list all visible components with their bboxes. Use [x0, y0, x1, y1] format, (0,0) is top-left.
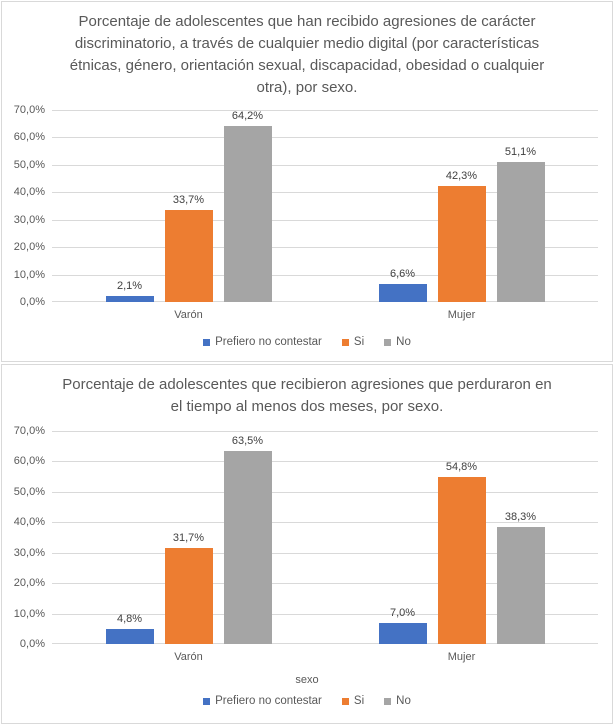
bar-slot: [438, 110, 486, 302]
y-tick-label: 10,0%: [13, 607, 45, 620]
bar-group: [52, 431, 325, 644]
bar-slot: [438, 431, 486, 644]
data-label: 31,7%: [172, 531, 205, 544]
bar: [497, 162, 545, 302]
bar-slot: [106, 431, 154, 644]
chart-discriminatory-aggressions: [1, 1, 613, 362]
y-tick-label: 60,0%: [13, 455, 45, 468]
category-label: Mujer: [447, 309, 476, 321]
y-axis: [12, 425, 52, 650]
legend-marker: [384, 698, 391, 705]
y-tick-label: 40,0%: [13, 186, 45, 199]
legend-label: Prefiero no contestar: [215, 695, 322, 707]
bar-slot: [497, 110, 545, 302]
legend-marker: [203, 698, 210, 705]
x-axis-category-labels: [52, 309, 598, 321]
data-label: 63,5%: [231, 434, 264, 447]
bar-slot: [379, 110, 427, 302]
chart-title: Porcentaje de adolescentes que recibieron agresiones que perduraron en el tiempo al menos dos meses, por sexo.: [62, 376, 552, 415]
data-label: 7,0%: [389, 606, 416, 619]
x-axis-category-labels: [52, 651, 598, 663]
data-label: 51,1%: [504, 145, 537, 158]
data-label: 54,8%: [445, 461, 478, 474]
y-tick-label: 30,0%: [13, 546, 45, 559]
y-axis: [12, 104, 52, 308]
bar: [106, 296, 154, 302]
data-label: 6,6%: [389, 267, 416, 280]
y-tick-label: 60,0%: [13, 131, 45, 144]
y-tick-label: 50,0%: [13, 158, 45, 171]
bar-slot: [224, 431, 272, 644]
y-tick-label: 50,0%: [13, 485, 45, 498]
y-tick-label: 20,0%: [13, 577, 45, 590]
legend-item: [203, 695, 322, 707]
legend-marker: [342, 339, 349, 346]
plot-area: [52, 431, 598, 644]
bar: [224, 451, 272, 644]
legend-marker: [384, 339, 391, 346]
bar: [438, 186, 486, 302]
bar: [224, 126, 272, 302]
legend-item: [342, 336, 364, 348]
bar: [165, 210, 213, 302]
y-tick-label: 70,0%: [13, 425, 45, 437]
bar-slot: [165, 431, 213, 644]
legend-label: Si: [353, 336, 365, 348]
legend-marker: [203, 339, 210, 346]
plot-area: [52, 110, 598, 302]
data-label: 38,3%: [504, 511, 537, 524]
legend: [2, 695, 612, 707]
data-label: 64,2%: [231, 110, 264, 122]
y-tick-label: 40,0%: [13, 516, 45, 529]
bar-slot: [165, 110, 213, 302]
plot-row: [12, 425, 598, 650]
y-tick-label: 20,0%: [13, 241, 45, 254]
bar-group: [52, 110, 325, 302]
legend-label: No: [396, 695, 411, 707]
bar: [438, 477, 486, 644]
bar-slot: [106, 110, 154, 302]
bar: [379, 284, 427, 302]
y-tick-label: 0,0%: [19, 638, 45, 650]
y-tick-label: 70,0%: [13, 104, 45, 116]
category-label: Mujer: [447, 651, 476, 663]
bar-group: [325, 110, 598, 302]
legend-item: [384, 695, 411, 707]
x-axis-title: sexo: [295, 674, 319, 686]
legend-item: [342, 695, 364, 707]
data-label: 42,3%: [445, 169, 478, 182]
plot-groups: [52, 431, 598, 644]
legend-label: No: [396, 336, 411, 348]
bar-slot: [379, 431, 427, 644]
legend-label: Prefiero no contestar: [215, 336, 322, 348]
data-label: 4,8%: [116, 613, 143, 626]
legend-marker: [342, 698, 349, 705]
chart-lasting-aggressions: [1, 364, 613, 724]
bar-group: [325, 431, 598, 644]
bar: [379, 623, 427, 644]
bar: [165, 548, 213, 644]
chart-title: Porcentaje de adolescentes que han recibido agresiones de carácter discriminatorio, a través de cualquier medio digital (por características étnicas, género, orientación sexual, discapacidad, obesidad o cualquier otra), por sexo.: [69, 13, 545, 96]
bar-slot: [224, 110, 272, 302]
bar-slot: [497, 431, 545, 644]
legend: [2, 336, 612, 348]
data-label: 33,7%: [172, 193, 205, 206]
legend-label: Si: [353, 695, 365, 707]
legend-item: [203, 336, 322, 348]
category-label: Varón: [174, 651, 203, 663]
category-label: Varón: [174, 309, 203, 321]
plot-row: [12, 104, 598, 308]
bar: [106, 629, 154, 644]
y-tick-label: 30,0%: [13, 213, 45, 226]
y-tick-label: 10,0%: [13, 268, 45, 281]
y-tick-label: 0,0%: [19, 296, 45, 308]
data-label: 2,1%: [116, 280, 143, 293]
bar: [497, 527, 545, 644]
legend-item: [384, 336, 411, 348]
plot-groups: [52, 110, 598, 302]
